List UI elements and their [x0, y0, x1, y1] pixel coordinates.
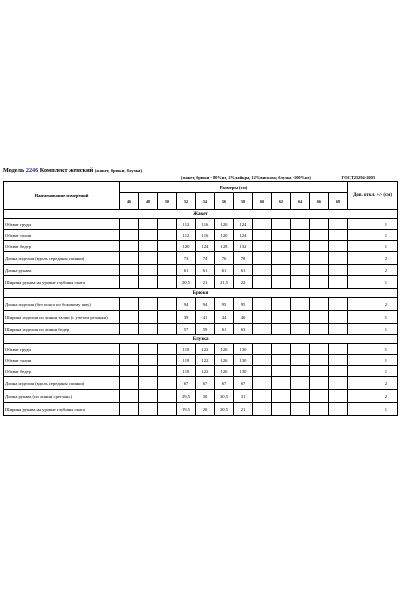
size-value-cell: 132: [234, 241, 253, 252]
tolerance-value: 1: [348, 219, 398, 230]
composition-line: [3, 175, 397, 181]
size-header-54: 54: [196, 193, 215, 210]
tolerance-value: 1: [348, 230, 398, 241]
size-value-cell: 126: [215, 366, 234, 377]
tolerance-value: 1: [348, 355, 398, 366]
size-value-cell: [139, 252, 158, 265]
size-value-cell: 78: [234, 252, 253, 265]
size-value-cell: [253, 311, 272, 324]
measurement-name: Длина изделия (без пояса по боковому шву): [4, 298, 120, 311]
size-value-cell: [120, 344, 139, 355]
measurement-name: Длина рукава (по линии «реглан»): [4, 390, 120, 403]
fabric-composition: (жакет, брюки - 80%пэ, 2%лайкра, 12%вискоза; блузка -100%пэ): [181, 175, 311, 180]
size-value-cell: [139, 390, 158, 403]
tolerance-value: 1: [348, 324, 398, 335]
table-row: [4, 324, 398, 335]
size-value-cell: [120, 241, 139, 252]
size-value-cell: [329, 252, 348, 265]
size-value-cell: 120: [215, 219, 234, 230]
size-value-cell: [291, 390, 310, 403]
size-value-cell: [253, 390, 272, 403]
size-value-cell: 41: [196, 311, 215, 324]
size-value-cell: [310, 276, 329, 289]
size-value-cell: 130: [234, 344, 253, 355]
measurement-name: Обхват груди: [4, 219, 120, 230]
size-value-cell: [139, 311, 158, 324]
measurement-name: Ширина рукава на уровне глубины оката: [4, 276, 120, 289]
size-value-cell: [120, 324, 139, 335]
size-header-62: 62: [272, 193, 291, 210]
size-value-cell: 118: [177, 344, 196, 355]
size-value-cell: [253, 252, 272, 265]
model-label: Модель: [3, 167, 25, 174]
size-value-cell: [310, 390, 329, 403]
measurement-name: Обхват талии: [4, 230, 120, 241]
size-value-cell: [120, 265, 139, 276]
measurement-name: Обхват груди: [4, 344, 120, 355]
table-row: [4, 355, 398, 366]
measurement-name-header: Наименование измерений: [4, 182, 120, 210]
tolerance-value: 1: [348, 403, 398, 416]
size-value-cell: 63: [234, 324, 253, 335]
size-value-cell: [120, 311, 139, 324]
size-value-cell: [329, 344, 348, 355]
size-value-cell: 126: [215, 355, 234, 366]
size-value-cell: 73: [177, 252, 196, 265]
size-value-cell: 61: [177, 265, 196, 276]
size-value-cell: [329, 403, 348, 416]
measurement-name: Обхват бедер: [4, 241, 120, 252]
size-value-cell: [291, 230, 310, 241]
size-value-cell: 122: [196, 366, 215, 377]
size-value-cell: 39: [177, 311, 196, 324]
model-kind: Комплект женский: [39, 167, 94, 174]
size-value-cell: [291, 366, 310, 377]
size-value-cell: 116: [196, 230, 215, 241]
table-row: [4, 403, 398, 416]
size-value-cell: [139, 276, 158, 289]
size-value-cell: [291, 344, 310, 355]
measurement-name: Длина рукава: [4, 265, 120, 276]
size-value-cell: [272, 265, 291, 276]
size-value-cell: [329, 324, 348, 335]
size-value-cell: 31: [234, 390, 253, 403]
size-value-cell: 94: [177, 298, 196, 311]
size-value-cell: 120: [215, 230, 234, 241]
table-row: [4, 298, 398, 311]
section-row: [4, 289, 398, 298]
size-value-cell: [310, 403, 329, 416]
size-value-cell: [253, 265, 272, 276]
size-value-cell: [272, 230, 291, 241]
table-row: [4, 276, 398, 289]
size-value-cell: [158, 241, 177, 252]
size-chart-document: [3, 167, 397, 416]
size-value-cell: [329, 219, 348, 230]
tolerance-value: 2: [348, 252, 398, 265]
size-value-cell: 44: [215, 311, 234, 324]
size-value-cell: [139, 355, 158, 366]
size-value-cell: [158, 390, 177, 403]
size-value-cell: [291, 403, 310, 416]
size-value-cell: [272, 344, 291, 355]
size-value-cell: [253, 344, 272, 355]
size-value-cell: [310, 324, 329, 335]
size-value-cell: [253, 219, 272, 230]
tolerance-value: 2: [348, 298, 398, 311]
size-value-cell: 95: [215, 298, 234, 311]
size-value-cell: [158, 344, 177, 355]
size-value-cell: [272, 377, 291, 390]
table-row: [4, 252, 398, 265]
size-value-cell: 124: [234, 219, 253, 230]
size-value-cell: [310, 311, 329, 324]
size-value-cell: [158, 276, 177, 289]
size-header-64: 64: [291, 193, 310, 210]
size-value-cell: 116: [196, 219, 215, 230]
size-header-50: 50: [158, 193, 177, 210]
size-table-body: [4, 210, 398, 416]
size-value-cell: [291, 324, 310, 335]
size-value-cell: [120, 298, 139, 311]
size-value-cell: 120: [177, 241, 196, 252]
size-value-cell: [272, 366, 291, 377]
size-value-cell: 67: [196, 377, 215, 390]
size-value-cell: 67: [215, 377, 234, 390]
size-value-cell: 57: [177, 324, 196, 335]
section-title: Жакет: [4, 210, 398, 219]
size-value-cell: 21,5: [215, 276, 234, 289]
size-value-cell: 94: [196, 298, 215, 311]
size-value-cell: 124: [196, 241, 215, 252]
measurement-name: Ширина изделия по линии бедер: [4, 324, 120, 335]
size-value-cell: [253, 355, 272, 366]
size-value-cell: [329, 241, 348, 252]
size-value-cell: 118: [177, 366, 196, 377]
size-value-cell: 46: [234, 311, 253, 324]
size-value-cell: 19,5: [177, 403, 196, 416]
table-row: [4, 230, 398, 241]
size-value-cell: [120, 230, 139, 241]
size-value-cell: [253, 324, 272, 335]
size-value-cell: 30: [196, 390, 215, 403]
size-value-cell: [120, 355, 139, 366]
size-value-cell: [253, 241, 272, 252]
size-value-cell: [310, 241, 329, 252]
tolerance-value: 2: [348, 265, 398, 276]
size-value-cell: [139, 377, 158, 390]
size-value-cell: [158, 230, 177, 241]
measurement-name: Ширина изделия по линии талии (с учетом резинки): [4, 311, 120, 324]
size-value-cell: 128: [215, 241, 234, 252]
size-value-cell: [253, 366, 272, 377]
size-value-cell: [272, 311, 291, 324]
measurement-name: Обхват бедер: [4, 366, 120, 377]
tolerance-value: 1: [348, 241, 398, 252]
model-number: 2246: [25, 167, 39, 174]
section-row: [4, 335, 398, 344]
size-value-cell: 67: [177, 377, 196, 390]
size-value-cell: [253, 377, 272, 390]
table-row: [4, 265, 398, 276]
size-value-cell: [329, 355, 348, 366]
size-value-cell: [291, 241, 310, 252]
size-value-cell: [310, 377, 329, 390]
size-value-cell: 118: [177, 355, 196, 366]
size-value-cell: [291, 377, 310, 390]
size-value-cell: [158, 355, 177, 366]
size-value-cell: [139, 403, 158, 416]
size-value-cell: [291, 252, 310, 265]
size-value-cell: 20,5: [215, 403, 234, 416]
size-value-cell: 76: [215, 252, 234, 265]
size-value-cell: [291, 298, 310, 311]
size-value-cell: [272, 276, 291, 289]
model-title: [3, 167, 397, 175]
tolerance-header: Доп. откл. +/- (см): [348, 182, 398, 210]
size-value-cell: 67: [234, 377, 253, 390]
size-value-cell: 112: [177, 230, 196, 241]
size-value-cell: [158, 298, 177, 311]
size-value-cell: [158, 366, 177, 377]
size-value-cell: [158, 252, 177, 265]
size-value-cell: [272, 390, 291, 403]
size-value-cell: [253, 403, 272, 416]
tolerance-value: 1: [348, 366, 398, 377]
size-header-60: 60: [253, 193, 272, 210]
measurement-name: Ширина рукава на уровне глубины оката: [4, 403, 120, 416]
table-row: [4, 390, 398, 403]
size-value-cell: 74: [196, 252, 215, 265]
size-value-cell: 124: [234, 230, 253, 241]
table-row: [4, 377, 398, 390]
size-value-cell: [120, 276, 139, 289]
size-value-cell: 61: [215, 324, 234, 335]
size-value-cell: [329, 265, 348, 276]
size-value-cell: [291, 311, 310, 324]
model-items: (жакет, брюки, блузка): [94, 168, 142, 173]
tolerance-value: 1: [348, 311, 398, 324]
size-value-cell: [291, 265, 310, 276]
tolerance-value: 1: [348, 344, 398, 355]
size-value-cell: [291, 355, 310, 366]
measurement-name: Длина изделия (вдоль середины спинки): [4, 252, 120, 265]
tolerance-value: 1: [348, 276, 398, 289]
sizes-header: Размеры (см): [120, 182, 348, 193]
table-row: [4, 366, 398, 377]
size-value-cell: [272, 252, 291, 265]
size-value-cell: [310, 366, 329, 377]
size-value-cell: [158, 324, 177, 335]
table-row: [4, 344, 398, 355]
size-value-cell: [158, 377, 177, 390]
size-value-cell: 126: [215, 344, 234, 355]
section-row: [4, 210, 398, 219]
size-header-66: 66: [310, 193, 329, 210]
size-value-cell: [272, 298, 291, 311]
size-value-cell: [329, 298, 348, 311]
size-value-cell: [310, 219, 329, 230]
size-value-cell: [272, 241, 291, 252]
size-value-cell: [139, 230, 158, 241]
size-value-cell: [329, 366, 348, 377]
size-value-cell: 22: [234, 276, 253, 289]
size-value-cell: [158, 403, 177, 416]
size-header-68: 68: [329, 193, 348, 210]
size-value-cell: [158, 265, 177, 276]
size-value-cell: [310, 355, 329, 366]
size-value-cell: 112: [177, 219, 196, 230]
size-value-cell: [139, 366, 158, 377]
size-value-cell: [291, 219, 310, 230]
size-value-cell: [253, 276, 272, 289]
size-value-cell: [272, 403, 291, 416]
size-value-cell: 20: [196, 403, 215, 416]
table-row: [4, 311, 398, 324]
size-value-cell: 29,5: [177, 390, 196, 403]
size-value-cell: [310, 230, 329, 241]
section-title: Блузка: [4, 335, 398, 344]
size-value-cell: [139, 265, 158, 276]
gost-standard: ГОСТ25294-2003: [341, 175, 375, 180]
size-value-cell: [329, 230, 348, 241]
size-value-cell: 61: [234, 265, 253, 276]
size-header-48: 48: [139, 193, 158, 210]
size-value-cell: [329, 377, 348, 390]
size-value-cell: [139, 241, 158, 252]
size-value-cell: [120, 403, 139, 416]
size-value-cell: [329, 390, 348, 403]
size-value-cell: 21: [234, 403, 253, 416]
size-value-cell: 21: [196, 276, 215, 289]
size-value-cell: [158, 311, 177, 324]
size-value-cell: 61: [196, 265, 215, 276]
size-value-cell: [139, 298, 158, 311]
size-header-58: 58: [234, 193, 253, 210]
size-value-cell: [329, 311, 348, 324]
size-value-cell: [272, 324, 291, 335]
size-value-cell: [310, 298, 329, 311]
size-value-cell: 20,5: [177, 276, 196, 289]
size-value-cell: [120, 377, 139, 390]
size-value-cell: 95: [234, 298, 253, 311]
size-value-cell: [253, 230, 272, 241]
size-value-cell: 30,5: [215, 390, 234, 403]
tolerance-value: 2: [348, 390, 398, 403]
size-value-cell: [120, 366, 139, 377]
table-row: [4, 241, 398, 252]
size-value-cell: 122: [196, 355, 215, 366]
size-header-56: 56: [215, 193, 234, 210]
size-value-cell: [158, 219, 177, 230]
tolerance-value: 2: [348, 377, 398, 390]
size-value-cell: [310, 344, 329, 355]
size-value-cell: 122: [196, 344, 215, 355]
size-header-52: 52: [177, 193, 196, 210]
size-value-cell: 130: [234, 366, 253, 377]
size-value-cell: [272, 219, 291, 230]
size-value-cell: [120, 252, 139, 265]
size-value-cell: [139, 344, 158, 355]
size-value-cell: 130: [234, 355, 253, 366]
measurement-name: Обхват талии: [4, 355, 120, 366]
size-value-cell: [253, 298, 272, 311]
measurement-name: Длина изделия (вдоль середины спинки): [4, 377, 120, 390]
size-value-cell: [120, 390, 139, 403]
size-value-cell: [139, 219, 158, 230]
size-value-cell: [310, 265, 329, 276]
size-table: [3, 181, 398, 416]
size-value-cell: 61: [215, 265, 234, 276]
size-value-cell: [120, 219, 139, 230]
section-title: Брюки: [4, 289, 398, 298]
size-value-cell: [329, 276, 348, 289]
size-value-cell: 59: [196, 324, 215, 335]
size-header-46: 46: [120, 193, 139, 210]
size-value-cell: [139, 324, 158, 335]
size-value-cell: [310, 252, 329, 265]
size-value-cell: [272, 355, 291, 366]
size-value-cell: [291, 276, 310, 289]
table-row: [4, 219, 398, 230]
